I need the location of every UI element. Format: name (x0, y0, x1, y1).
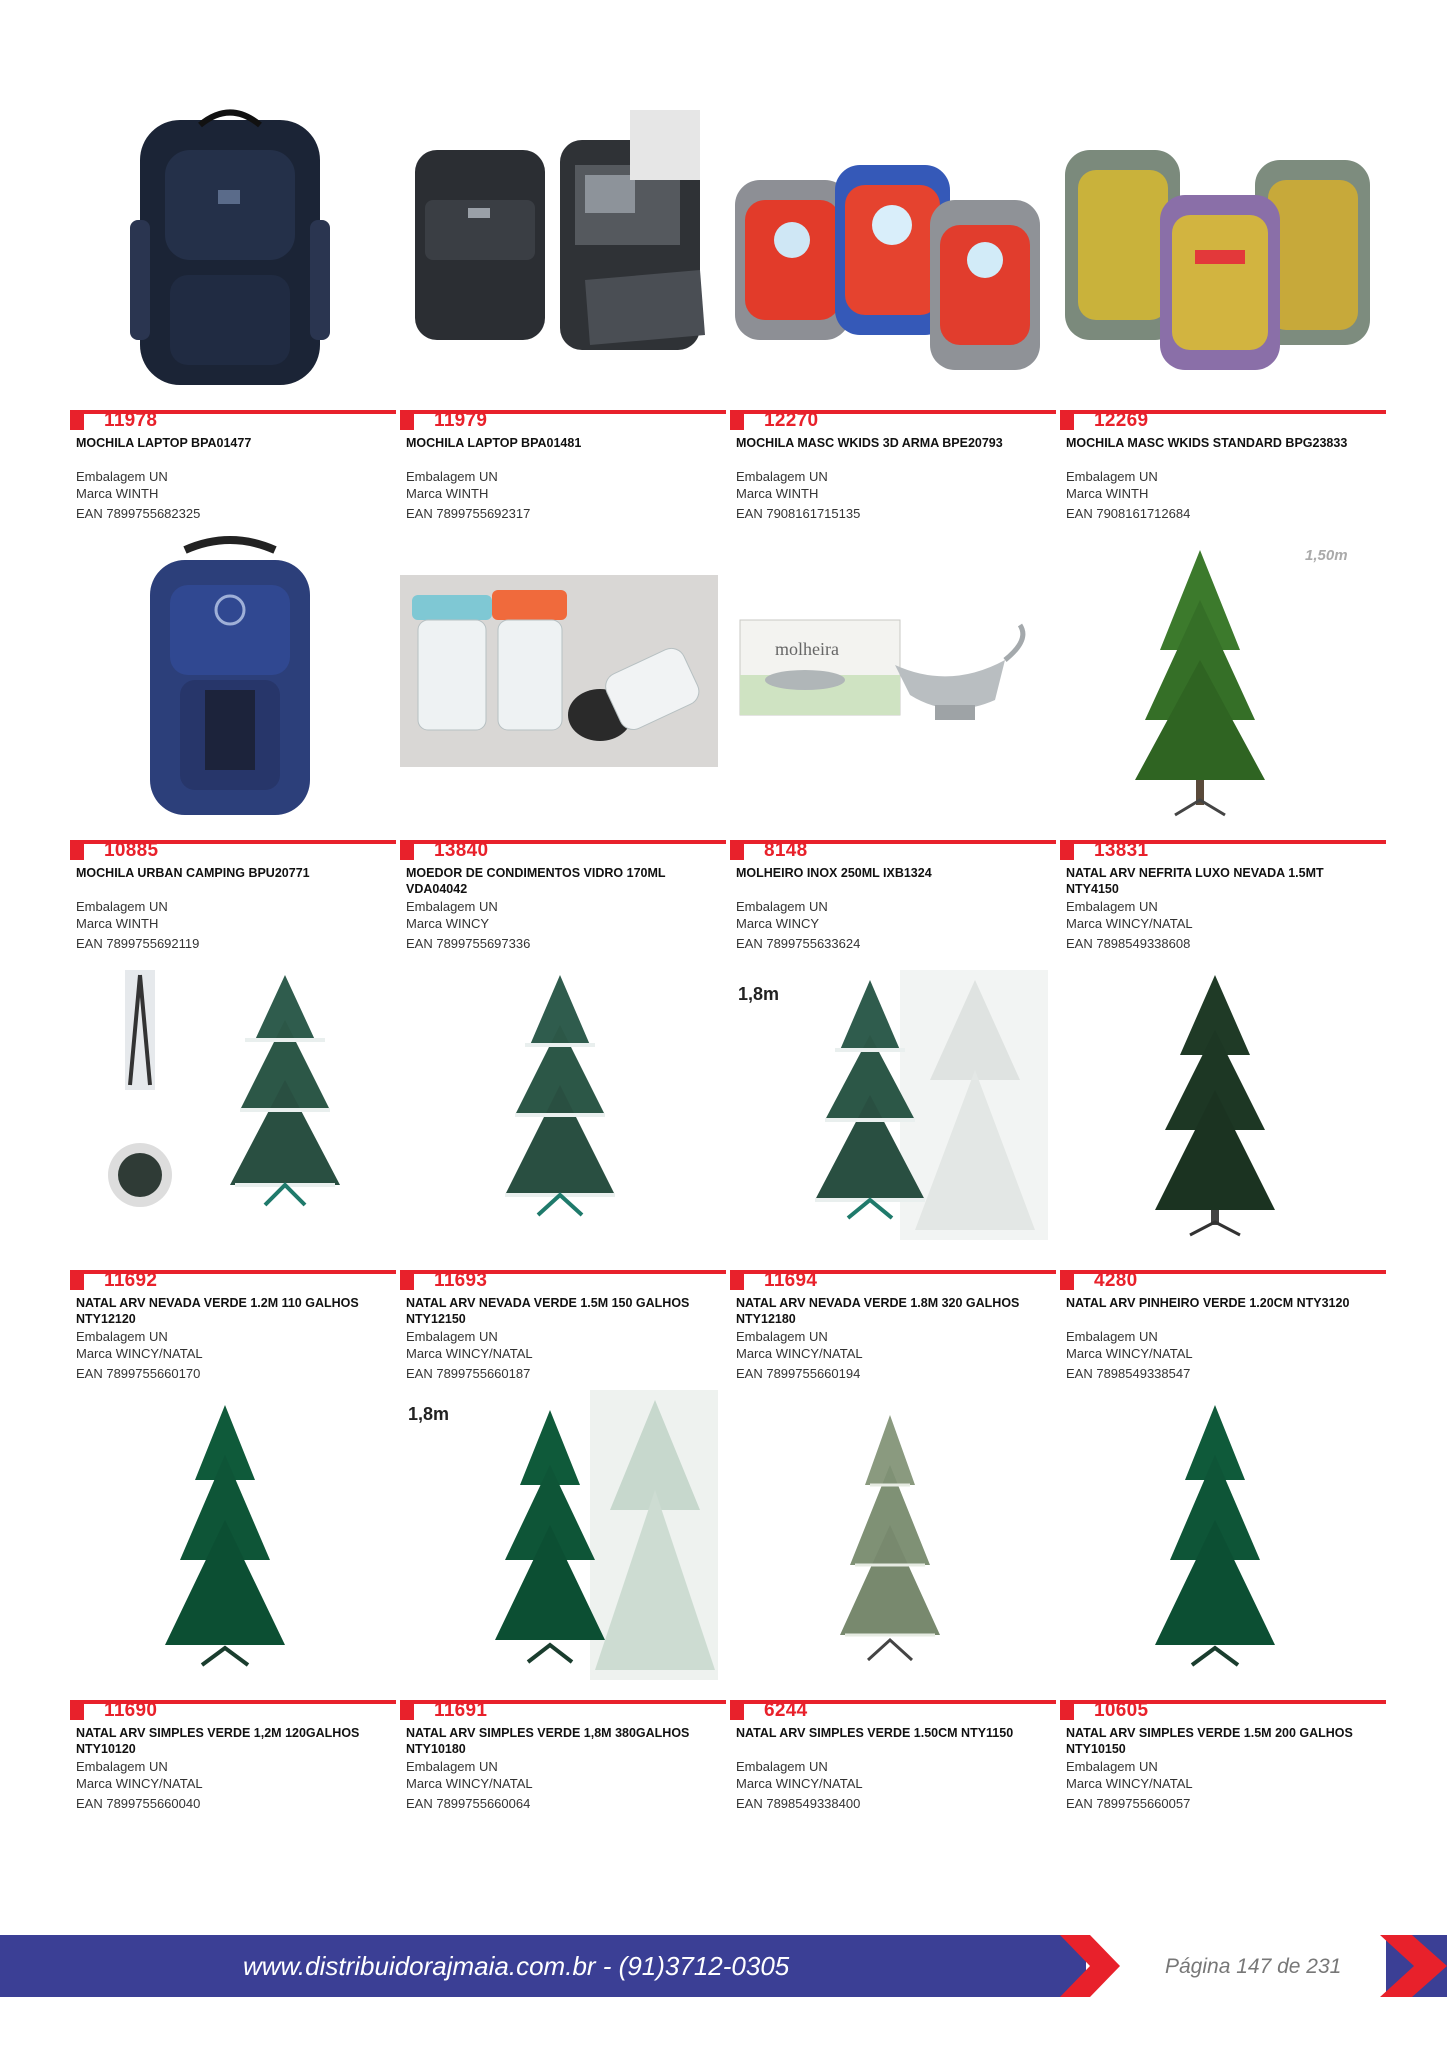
product-brand: Marca WINCY/NATAL (1066, 916, 1193, 931)
product-brand: Marca WINCY/NATAL (736, 1776, 863, 1791)
product-card[interactable] (1060, 960, 1378, 1390)
product-packaging: Embalagem UN (1066, 469, 1158, 484)
product-card[interactable] (730, 1390, 1048, 1820)
product-brand: Marca WINCY (406, 916, 490, 931)
christmas-tree-snow-icon (70, 960, 388, 1265)
product-packaging: Embalagem UN (406, 469, 498, 484)
product-card[interactable] (70, 960, 388, 1390)
christmas-tree-simple-icon (1060, 1390, 1378, 1695)
kids-backpack-yellow-icon (1060, 100, 1378, 405)
product-card[interactable] (1060, 100, 1378, 530)
product-code: 13831 (1094, 840, 1149, 861)
product-meta (76, 1328, 203, 1382)
product-tag (1060, 843, 1074, 860)
product-tag (1060, 1703, 1074, 1720)
product-code: 13840 (434, 840, 489, 861)
product-tag (730, 1703, 744, 1720)
product-row (70, 1390, 1390, 1820)
product-name: MOCHILA LAPTOP BPA01481 (406, 436, 582, 450)
product-packaging: Embalagem UN (1066, 1759, 1158, 1774)
product-ean: EAN 7898549338608 (1066, 936, 1191, 951)
product-row (70, 530, 1390, 960)
product-row (70, 960, 1390, 1390)
product-meta (76, 898, 199, 952)
product-name: NATAL ARV SIMPLES VERDE 1,8M 380GALHOS NTY10180 (406, 1726, 690, 1756)
product-code: 11693 (434, 1270, 488, 1291)
christmas-tree-simple-icon (70, 1390, 388, 1695)
product-code: 12269 (1094, 410, 1149, 431)
product-ean: EAN 7899755660040 (76, 1796, 201, 1811)
footer-chevron-left-icon (1060, 1935, 1120, 1997)
product-tag (70, 1703, 84, 1720)
product-meta (736, 1328, 863, 1382)
product-card[interactable] (400, 100, 718, 530)
product-code: 11691 (434, 1700, 488, 1721)
product-ean: EAN 7898549338547 (1066, 1366, 1191, 1381)
product-meta (1066, 1328, 1193, 1382)
product-card[interactable] (400, 1390, 718, 1820)
christmas-tree-green-icon (1060, 530, 1378, 835)
product-tag (1060, 413, 1074, 430)
product-card[interactable] (1060, 530, 1378, 960)
product-ean: EAN 7899755660194 (736, 1366, 861, 1381)
product-brand: Marca WINCY/NATAL (1066, 1346, 1193, 1361)
backpack-black-icon (70, 100, 388, 405)
tree-size-label: 1,8m (738, 984, 780, 1004)
product-brand: Marca WINTH (1066, 486, 1149, 501)
product-brand: Marca WINCY/NATAL (76, 1776, 203, 1791)
product-tag (1060, 1273, 1074, 1290)
product-tag (400, 843, 414, 860)
tree-size-label: 1,50m (1305, 547, 1348, 564)
product-brand: Marca WINTH (76, 486, 159, 501)
gravy-boat-icon (730, 530, 1048, 835)
product-packaging: Embalagem UN (736, 1759, 828, 1774)
christmas-tree-snow-icon (400, 960, 718, 1265)
product-code: 8148 (764, 840, 808, 861)
product-packaging: Embalagem UN (76, 1329, 168, 1344)
product-tag (70, 843, 84, 860)
product-card[interactable] (400, 960, 718, 1390)
product-name: MOCHILA MASC WKIDS 3D ARMA BPE20793 (736, 436, 1003, 450)
product-name: NATAL ARV NEVADA VERDE 1.5M 150 GALHOS NTY12150 (406, 1296, 690, 1326)
product-brand: Marca WINCY (736, 916, 820, 931)
product-packaging: Embalagem UN (1066, 899, 1158, 914)
product-name: NATAL ARV NEFRITA LUXO NEVADA 1.5MT NTY4150 (1066, 866, 1324, 896)
product-card[interactable] (730, 960, 1048, 1390)
product-meta (1066, 898, 1193, 952)
product-ean: EAN 7899755660170 (76, 1366, 201, 1381)
product-name: NATAL ARV SIMPLES VERDE 1,2M 120GALHOS NTY10120 (76, 1726, 360, 1756)
product-tag (70, 413, 84, 430)
product-packaging: Embalagem UN (736, 899, 828, 914)
product-ean: EAN 7899755660064 (406, 1796, 531, 1811)
product-tag (400, 1273, 414, 1290)
product-packaging: Embalagem UN (76, 1759, 168, 1774)
product-tag (400, 413, 414, 430)
product-meta (736, 1758, 863, 1812)
christmas-tree-simple-icon (400, 1390, 718, 1695)
christmas-tree-snow-icon (730, 960, 1048, 1265)
laptop-backpack-icon (400, 100, 718, 405)
product-name: MOCHILA URBAN CAMPING BPU20771 (76, 866, 310, 880)
product-tag (730, 413, 744, 430)
product-meta (406, 898, 530, 952)
product-name: MOLHEIRO INOX 250ML IXB1324 (736, 866, 932, 880)
product-meta (736, 468, 860, 522)
christmas-tree-frosted-icon (730, 1390, 1048, 1695)
product-code: 10605 (1094, 1700, 1149, 1721)
product-card[interactable] (1060, 1390, 1378, 1820)
camping-backpack-icon (70, 530, 388, 835)
product-brand: Marca WINCY/NATAL (1066, 1776, 1193, 1791)
product-tag (70, 1273, 84, 1290)
product-ean: EAN 7899755660057 (1066, 1796, 1191, 1811)
product-packaging: Embalagem UN (76, 469, 168, 484)
product-name: MOEDOR DE CONDIMENTOS VIDRO 170ML VDA04042 (406, 866, 666, 896)
product-code: 11690 (104, 1700, 158, 1721)
product-code: 11979 (434, 410, 488, 431)
product-code: 11978 (104, 410, 158, 431)
product-meta (1066, 468, 1190, 522)
product-brand: Marca WINTH (76, 916, 159, 931)
product-row (70, 100, 1390, 530)
product-brand: Marca WINTH (406, 486, 489, 501)
product-meta (736, 898, 860, 952)
tree-size-label: 1,8m (408, 1404, 450, 1424)
product-brand: Marca WINCY/NATAL (406, 1776, 533, 1791)
product-code: 10885 (104, 840, 159, 861)
product-name: NATAL ARV NEVADA VERDE 1.2M 110 GALHOS NTY12120 (76, 1296, 359, 1326)
footer-chevron-right-icon (1380, 1935, 1447, 1997)
product-meta (406, 1758, 533, 1812)
product-ean: EAN 7908161712684 (1066, 506, 1191, 521)
product-packaging: Embalagem UN (406, 1759, 498, 1774)
product-name: NATAL ARV PINHEIRO VERDE 1.20CM NTY3120 (1066, 1296, 1350, 1310)
product-name: NATAL ARV NEVADA VERDE 1.8M 320 GALHOS NTY12180 (736, 1296, 1020, 1326)
product-name: NATAL ARV SIMPLES VERDE 1.5M 200 GALHOS NTY10150 (1066, 1726, 1353, 1756)
product-name: MOCHILA LAPTOP BPA01477 (76, 436, 252, 450)
product-meta (76, 1758, 203, 1812)
product-ean: EAN 7908161715135 (736, 506, 861, 521)
product-tag (730, 1273, 744, 1290)
product-ean: EAN 7899755660187 (406, 1366, 531, 1381)
product-card[interactable] (70, 1390, 388, 1820)
product-card[interactable] (400, 530, 718, 960)
product-ean: EAN 7899755697336 (406, 936, 531, 951)
product-grid (70, 100, 1390, 1820)
christmas-tree-pine-icon (1060, 960, 1378, 1265)
product-tag (400, 1703, 414, 1720)
product-brand: Marca WINCY/NATAL (406, 1346, 533, 1361)
product-ean: EAN 7899755692317 (406, 506, 531, 521)
product-brand: Marca WINTH (736, 486, 819, 501)
product-packaging: Embalagem UN (736, 1329, 828, 1344)
product-meta (406, 1328, 533, 1382)
product-ean: EAN 7899755682325 (76, 506, 201, 521)
product-packaging: Embalagem UN (736, 469, 828, 484)
product-brand: Marca WINCY/NATAL (76, 1346, 203, 1361)
product-code: 6244 (764, 1700, 808, 1721)
footer-website-link[interactable]: www.distribuidorajmaia.com.br - (91)3712-0305 (243, 1951, 790, 1981)
product-code: 11692 (104, 1270, 158, 1291)
product-card[interactable] (70, 100, 388, 530)
product-name: NATAL ARV SIMPLES VERDE 1.50CM NTY1150 (736, 1726, 1014, 1740)
box-brand-text: molheira (775, 639, 839, 659)
product-card[interactable] (730, 530, 1048, 960)
product-ean: EAN 7899755692119 (76, 936, 200, 951)
spice-grinder-icon (400, 530, 718, 835)
product-meta (76, 468, 200, 522)
product-brand: Marca WINCY/NATAL (736, 1346, 863, 1361)
product-card[interactable] (730, 100, 1048, 530)
product-code: 12270 (764, 410, 819, 431)
kids-backpack-red-icon (730, 100, 1048, 405)
product-name: MOCHILA MASC WKIDS STANDARD BPG23833 (1066, 436, 1348, 450)
product-ean: EAN 7899755633624 (736, 936, 861, 951)
product-packaging: Embalagem UN (1066, 1329, 1158, 1344)
product-packaging: Embalagem UN (406, 1329, 498, 1344)
product-meta (406, 468, 530, 522)
product-meta (1066, 1758, 1193, 1812)
product-packaging: Embalagem UN (76, 899, 168, 914)
product-card[interactable] (70, 530, 388, 960)
product-ean: EAN 7898549338400 (736, 1796, 861, 1811)
product-code: 4280 (1094, 1270, 1138, 1291)
page-number: Página 147 de 231 (1165, 1955, 1342, 1978)
product-code: 11694 (764, 1270, 818, 1291)
product-tag (730, 843, 744, 860)
product-packaging: Embalagem UN (406, 899, 498, 914)
